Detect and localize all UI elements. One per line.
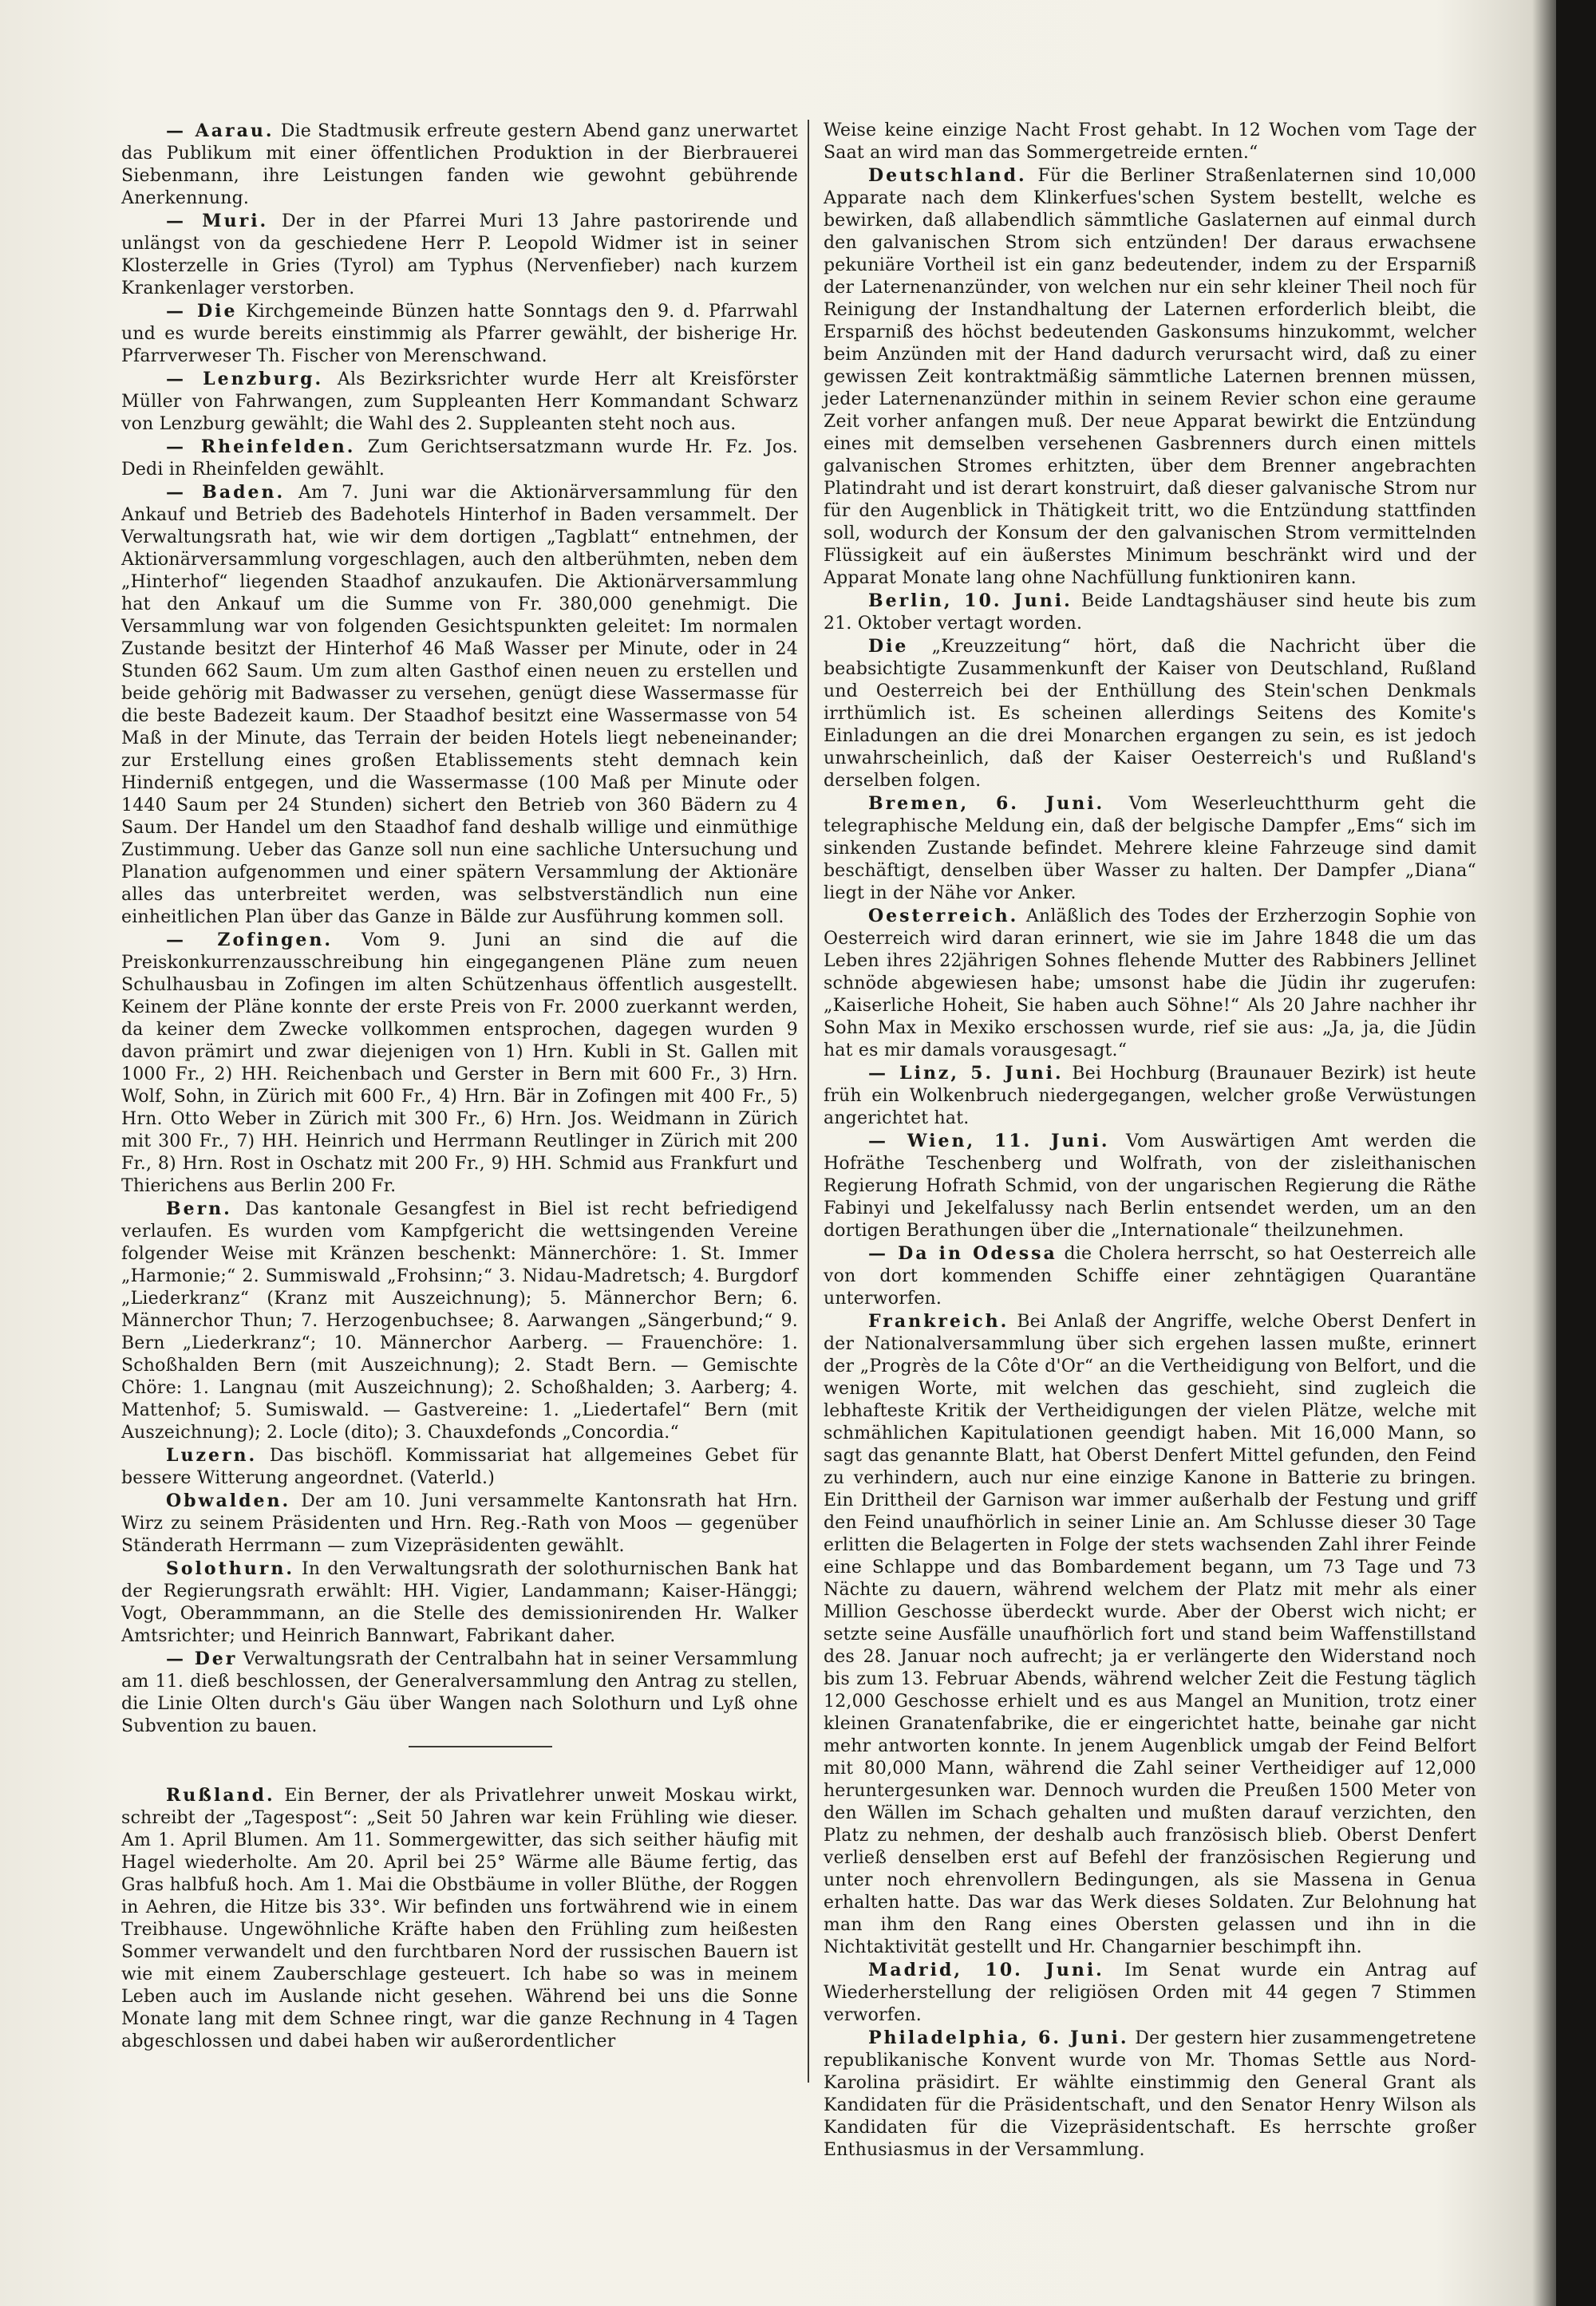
article-paragraph	[824, 1062, 1476, 1130]
article-text: Beide Landtagshäuser sind heute bis zum 21. Oktober vertagt worden.	[824, 591, 1477, 634]
scan-frame-edge	[1556, 0, 1596, 2306]
article-text: Zum Gerichtsersatzmann wurde Hr. Fz. Jos. Dedi in Rheinfelden gewählt.	[121, 437, 798, 480]
article-text: Für die Berliner Straßenlaternen sind 10,000 Apparate nach dem Klinkerfues'schen System bestellt, welche es bewirken, daß allabendlich sämmtliche Gaslaternen auf einmal durch den galvanischen Strom sich entzünden! Der daraus erwachsene pekuniäre Vortheil ist ein ganz bedeutender, indem zu der Ersparniß der Laternenanzünder, von welchen nur ein sehr kleiner Theil noch für Reinigung der Instandhaltung der Laternen erforderlich bleibt, die Ersparniß des höchst bedeutenden Gaskonsums hinzukommt, welcher beim Anzünden mit der Hand dadurch verursacht wird, daß zu einer gewissen Zeit kontraktmäßig sämmtliche Laternen brennen müssen, jeder Laternenanzünder mithin in seinem Revier schon eine geraume Zeit vorher anfangen muß. Der neue Apparat bewirkt die Entzündung eines mit demselben versehenen Gasbrenners durch einen mittels galvanischen Stromes erhitzten, über dem Brenner angebrachten Platindraht und ist derart konstruirt, daß dieser galvanische Strom nur für den Augenblick in Thätigkeit tritt, wo die Entzündung stattfinden soll, wodurch der Konsum der den galvanischen Strom vermittelnden Flüssigkeit auf ein äußerstes Minimum beschränkt wird und der Apparat Monate lang ohne Nachfüllung funktioniren kann.	[824, 166, 1476, 588]
article-paragraph	[824, 1959, 1476, 2027]
article-text: Ein Berner, der als Privatlehrer unweit Moskau wirkt, schreibt der „Tagespost“: „Seit 50 Jahren war kein Frühling wie dieser. Am 1. April Blumen. Am 11. Sommergewitter, das sich seither häufig mit Hagel wiederholte. Am 20. April bei 25° Wärme alle Bäume fertig, das Gras halbfuß hoch. Am 1. Mai die Obstbäume in voller Blüthe, der Roggen in Aehren, die Hitze bis 33°. Wir befinden uns fortwährend wie in einem Treibhause. Ungewöhnliche Kräfte haben den Frühling zum heißesten Sommer verwandelt und den furchtbaren Nord der russischen Bauern ist wie mit einem Zauberschlage gesteuert. Ich habe so was in meinem Leben auch im Auslande nicht gesehen. Während bei uns die Sonne Monate lang mit dem Schnee ringt, war die ganze Rechnung in 4 Tagen abgeschlossen und dabei haben wir außerordentlicher	[121, 1786, 798, 2051]
right-column	[824, 120, 1476, 2162]
section-separator-rule	[409, 1746, 552, 1747]
article-text: Das bischöfl. Kommissariat hat allgemeines Gebet für bessere Witterung angeordnet. (Vaterld.)	[121, 1446, 798, 1488]
article-paragraph	[824, 635, 1476, 792]
article-paragraph	[824, 792, 1476, 905]
article-paragraph	[121, 300, 798, 368]
article-dateline: — Baden.	[166, 482, 286, 503]
article-paragraph	[824, 1130, 1476, 1242]
article-text: „Kreuzzeitung“ hört, daß die Nachricht über die beabsichtigte Zusammenkunft der Kaiser von Deutschland, Rußland und Oesterreich bei der Enthüllung des Stein'schen Denkmals irrthümlich ist. Es scheinen allerdings Seitens des Komite's Einladungen an die drei Monarchen ergangen zu sein, es ist jedoch unwahrscheinlich, daß der Kaiser Oesterreich's und Rußland's derselben folgen.	[824, 637, 1476, 791]
article-dateline: Madrid, 10. Juni.	[868, 1960, 1104, 1980]
article-text: Kirchgemeinde Bünzen hatte Sonntags den 9. d. Pfarrwahl und es wurde bereits einstimmig als Pfarrer gewählt, der bisherige Hr. Pfarrverweser Th. Fischer von Merenschwand.	[121, 302, 799, 366]
article-paragraph	[824, 164, 1476, 590]
article-text: Vom 9. Juni an sind die auf die Preiskonkurrenzausschreibung hin eingegangenen Pläne zum neuen Schulhausbau in Zofingen im alten Schützenhaus öffentlich ausgestellt. Keinem der Pläne konnte der erste Preis von Fr. 2000 zuerkannt werden, da keiner dem Zwecke vollkommen entsprochen, dagegen wurden 9 davon prämirt und zwar diejenigen von 1) Hrn. Kubli in St. Gallen mit 1000 Fr., 2) HH. Reichenbach und Gerster in Bern mit 600 Fr., 3) Hrn. Wolf, Sohn, in Zürich mit 600 Fr., 4) Hrn. Bär in Zofingen mit 400 Fr., 5) Hrn. Otto Weber in Zürich mit 300 Fr., 6) Hrn. Jos. Weidmann in Zürich mit 300 Fr., 7) HH. Heinrich und Herrmann Reutlinger in Zürich mit 200 Fr., 8) Hrn. Rost in Oschatz mit 200 Fr., 9) HH. Schmid aus Frankfurt und Thierichens aus Berlin 200 Fr.	[121, 930, 798, 1196]
article-text: Am 7. Juni war die Aktionärversammlung für den Ankauf und Betrieb des Badehotels Hinterhof in Baden versammelt. Der Verwaltungsrath hat, wie wir dem dortigen „Tagblatt“ entnehmen, der Aktionärversammlung vorgeschlagen, auch den altberühmten, neben dem „Hinterhof“ liegenden Staadhof anzukaufen. Die Aktionärversammlung hat den Ankauf um die Summe von Fr. 380,000 genehmigt. Die Versammlung war von folgenden Gesichtspunkten geleitet: Im normalen Zustande besitzt der Hinterhof 46 Maß Wasser per Minute, oder in 24 Stunden 662 Saum. Um zum alten Gasthof einen neuen zu erstellen und beide gehörig mit Badwasser zu versehen, genügt diese Wassermasse für die beste Badezeit kaum. Der Staadhof besitzt eine Wassermasse von 54 Maß in der Minute, das Terrain der beiden Hotels liegt nebeneinander; zur Erstellung eines großen Etablissements steht demnach kein Hinderniß entgegen, und die Wassermasse (100 Maß per Minute oder 1440 Saum per 24 Stunden) sichert den Betrieb von 360 Bädern zu 4 Saum. Der Handel um den Staadhof fand deshalb willige und einmüthige Zustimmung. Ueber das Ganze soll nun eine sachliche Untersuchung und Planation aufgenommen und einer spätern Versammlung der Aktionäre alles das unterbreitet werden, was selbstverständlich nun eine einheitlichen Plan über das Ganze in Bälde zur Ausführung kommen soll.	[121, 483, 798, 927]
article-dateline: Die	[868, 636, 909, 657]
article-dateline: Obwalden.	[166, 1491, 291, 1511]
article-text: Der am 10. Juni versammelte Kantonsrath hat Hrn. Wirz zu seinem Präsidenten und Hrn. Reg.-Rath von Moos — gegenüber Ständerath Herrmann — zum Vizepräsidenten gewählt.	[121, 1491, 798, 1556]
article-paragraph	[121, 1784, 798, 2053]
article-text: Im Senat wurde ein Antrag auf Wiederherstellung der religiösen Orden mit 44 gegen 7 Stimmen verworfen.	[824, 1960, 1476, 2025]
article-paragraph	[121, 1198, 798, 1444]
article-dateline: — Aarau.	[166, 120, 275, 141]
article-dateline: Philadelphia, 6. Juni.	[868, 2028, 1129, 2048]
article-paragraph	[121, 436, 798, 481]
article-paragraph	[824, 2027, 1476, 2162]
article-text: die Cholera herrscht, so hat Oesterreich alle von dort kommenden Schiffe einer zehntägigen Quarantäne unterworfen.	[824, 1244, 1476, 1309]
article-paragraph	[121, 210, 798, 300]
article-dateline: Bern.	[166, 1198, 232, 1219]
article-paragraph	[121, 1490, 798, 1558]
article-paragraph	[824, 1310, 1476, 1959]
article-text: Verwaltungsrath der Centralbahn hat in seiner Versammlung am 11. dieß beschlossen, der Generalversammlung den Antrag zu stellen, die Linie Olten durch's Gäu über Wangen nach Solothurn und Lyß ohne Subvention zu bauen.	[121, 1649, 798, 1736]
article-dateline: — Zofingen.	[166, 930, 333, 950]
article-text: Als Bezirksrichter wurde Herr alt Kreisförster Müller von Fahrwangen, zum Suppleanten Herr Kommandant Schwarz von Lenzburg gewählt; die Wahl des 2. Suppleanten steht noch aus.	[121, 369, 798, 434]
left-column	[121, 120, 798, 2053]
article-dateline: Frankreich.	[868, 1311, 1009, 1332]
article-dateline: — Der	[166, 1649, 238, 1669]
article-paragraph	[121, 1444, 798, 1490]
article-dateline: Bremen, 6. Juni.	[868, 793, 1105, 814]
article-text: Vom Auswärtigen Amt werden die Hofräthe Teschenberg und Wolfrath, von der zisleithanischen Regierung Hofrath Schmid, von der ungarischen Regierung die Räthe Fabinyi und Jekelfalussy nach Berlin entsendet werden, um an den dortigen Berathungen über die „Internationale“ theilzunehmen.	[824, 1131, 1476, 1241]
article-paragraph	[121, 481, 798, 929]
article-paragraph	[824, 120, 1476, 164]
article-dateline: — Da in Odessa	[868, 1243, 1057, 1264]
article-text: Weise keine einzige Nacht Frost gehabt. In 12 Wochen vom Tage der Saat an wird man das Sommergetreide ernten.“	[824, 120, 1476, 163]
article-dateline: — Muri.	[166, 211, 269, 231]
article-dateline: — Wien, 11. Juni.	[868, 1131, 1110, 1151]
article-text: In den Verwaltungsrath der solothurnischen Bank hat der Regierungsrath erwählt: HH. Vigier, Landammann; Kaiser-Hänggi; Vogt, Oberammmann, an die Stelle des demissionirenden Hr. Walker Amtsrichter; und Heinrich Bannwart, Fabrikant daher.	[121, 1559, 798, 1646]
article-paragraph	[121, 1648, 798, 1738]
article-dateline: Berlin, 10. Juni.	[868, 590, 1073, 611]
article-dateline: — Linz, 5. Juni.	[868, 1063, 1064, 1084]
article-paragraph	[121, 368, 798, 436]
article-dateline: — Rheinfelden.	[166, 436, 356, 457]
article-dateline: Rußland.	[166, 1785, 275, 1806]
article-dateline: — Die	[166, 301, 238, 322]
article-text: Anläßlich des Todes der Erzherzogin Sophie von Oesterreich wird daran erinnert, wie sie im Jahre 1848 die um das Leben ihres 22jährigen Sohnes flehende Mutter des Rabbiners Jellinet schnöde abgewiesen habe; umsonst habe die Jüdin ihr zugerufen: „Kaiserliche Hoheit, Sie haben auch Söhne!“ Als 20 Jahre nachher ihr Sohn Max in Mexiko erschossen wurde, rief sie aus: „Ja, ja, die Jüdin hat es mir damals vorausgesagt.“	[824, 906, 1476, 1060]
article-text: Die Stadtmusik erfreute gestern Abend ganz unerwartet das Publikum mit einer öffentlichen Produktion in der Bierbrauerei Siebenmann, ihre Leistungen fanden wie gewohnt gebührende Anerkennung.	[121, 121, 798, 208]
article-dateline: Deutschland.	[868, 165, 1027, 186]
column-divider	[808, 120, 809, 2083]
article-paragraph	[824, 1242, 1476, 1310]
article-text: Vom Weserleuchtthurm geht die telegraphische Meldung ein, daß der belgische Dampfer „Ems“ sich im sinkenden Zustande befindet. Mehrere kleine Fahrzeuge sind damit beschäftigt, denselben über Wasser zu halten. Der Dampfer „Diana“ liegt in der Nähe vor Anker.	[824, 794, 1476, 903]
article-paragraph	[824, 590, 1476, 635]
article-text: Der gestern hier zusammengetretene republikanische Konvent wurde von Mr. Thomas Settle aus Nord-Karolina präsidirt. Er wählte einstimmig den General Grant als Kandidaten für die Präsidentschaft, und den Senator Henry Wilson als Kandidaten für die Vizepräsidentschaft. Es herrschte großer Enthusiasmus in der Versammlung.	[824, 2028, 1476, 2160]
article-text: Das kantonale Gesangfest in Biel ist recht befriedigend verlaufen. Es wurden vom Kampfgericht die wettsingenden Vereine folgender Weise mit Kränzen beschenkt: Männerchöre: 1. St. Immer „Harmonie;“ 2. Summiswald „Frohsinn;“ 3. Nidau-Madretsch; 4. Burgdorf „Liederkranz“ (Kranz mit Auszeichnung); 5. Männerchor Bern; 6. Männerchor Thun; 7. Herzogenbuchsee; 8. Aarwangen „Sängerbund;“ 9. Bern „Liederkranz“; 10. Männerchor Aarberg. — Frauenchöre: 1. Schoßhalden Bern (mit Auszeichnung); 2. Stadt Bern. — Gemischte Chöre: 1. Langnau (mit Auszeichnung); 2. Schoßhalden; 3. Aarberg; 4. Mattenhof; 5. Sumiswald. — Gastvereine: 1. „Liedertafel“ Bern (mit Auszeichnung); 2. Locle (dito); 3. Chauxdefonds „Concordia.“	[121, 1199, 798, 1443]
article-dateline: Oesterreich.	[868, 906, 1019, 926]
article-text: Der in der Pfarrei Muri 13 Jahre pastorirende und unlängst von da geschiedene Herr P. Leopold Widmer ist in seiner Klosterzelle in Gries (Tyrol) am Typhus (Nervenfieber) nach kurzem Krankenlager verstorben.	[121, 211, 798, 298]
article-paragraph	[824, 905, 1476, 1062]
article-dateline: — Lenzburg.	[166, 369, 324, 389]
article-paragraph	[121, 1558, 798, 1648]
article-text: Bei Hochburg (Braunauer Bezirk) ist heute früh ein Wolkenbruch niedergegangen, welcher große Verwüstungen angerichtet hat.	[824, 1064, 1476, 1128]
article-paragraph	[121, 929, 798, 1198]
article-text: Bei Anlaß der Angriffe, welche Oberst Denfert in der Nationalversammlung über sich ergehen lassen mußte, erinnert der „Progrès de la Côte d'Or“ an die Vertheidigung von Belfort, und die wenigen Worte, mit welchen das geschieht, sind zugleich die lebhafteste Kritik der Vertheidigungen der vielen Plätze, welche mit schmählichen Kapitulationen geendigt haben. Mit 16,000 Mann, so sagt das genannte Blatt, hat Oberst Denfert Mittel gefunden, den Feind zu verhindern, auch nur eine einzige Kanone in Batterie zu bringen. Ein Drittheil der Garnison war immer außerhalb der Festung und griff den Feind unaufhörlich in seiner Linie an. Am Schlusse dieser 30 Tage erlitten die Belagerten in Folge der stets wachsenden Zahl ihrer Feinde eine Schlappe und das Bombardement begann, um 73 Tage und 73 Nächte zu dauern, während welchem der Platz mit mehr als einer Million Geschosse überdeckt wurde. Aber der Oberst wich nicht; er setzte seine Ausfälle unaufhörlich fort und stand beim Waffenstillstand des 28. Januar noch aufrecht; ja er verlängerte den Widerstand noch bis zum 13. Februar Abends, während welcher Zeit die Festung täglich 12,000 Geschosse erhielt und es aus Mangel an Munition, trotz einer kleinen Granatenfabrike, die er eingerichtet hatte, beinahe gar nicht mehr antworten konnte. In jenem Augenblick umgab der Feind Belfort mit 80,000 Mann, während die Zahl seiner Vertheidiger auf 12,000 heruntergesunken war. Dennoch wurden die Preußen 1500 Meter von den Wällen im Schach gehalten und mußten darauf verzichten, den Platz zu nehmen, der deshalb auch französisch blieb. Oberst Denfert verließ denselben erst auf Befehl der französischen Regierung und unter noch ehrenvollern Bedingungen, als sie Massena in Genua erhalten hatte. Das war das Werk dieses Soldaten. Zur Belohnung hat man ihm den Rang eines Obersten gelassen und ihn in die Nichtaktivität gestellt und Hr. Changarnier beschimpft ihn.	[824, 1312, 1476, 1957]
article-dateline: Solothurn.	[166, 1558, 294, 1579]
article-paragraph	[121, 120, 798, 210]
article-dateline: Luzern.	[166, 1445, 258, 1466]
